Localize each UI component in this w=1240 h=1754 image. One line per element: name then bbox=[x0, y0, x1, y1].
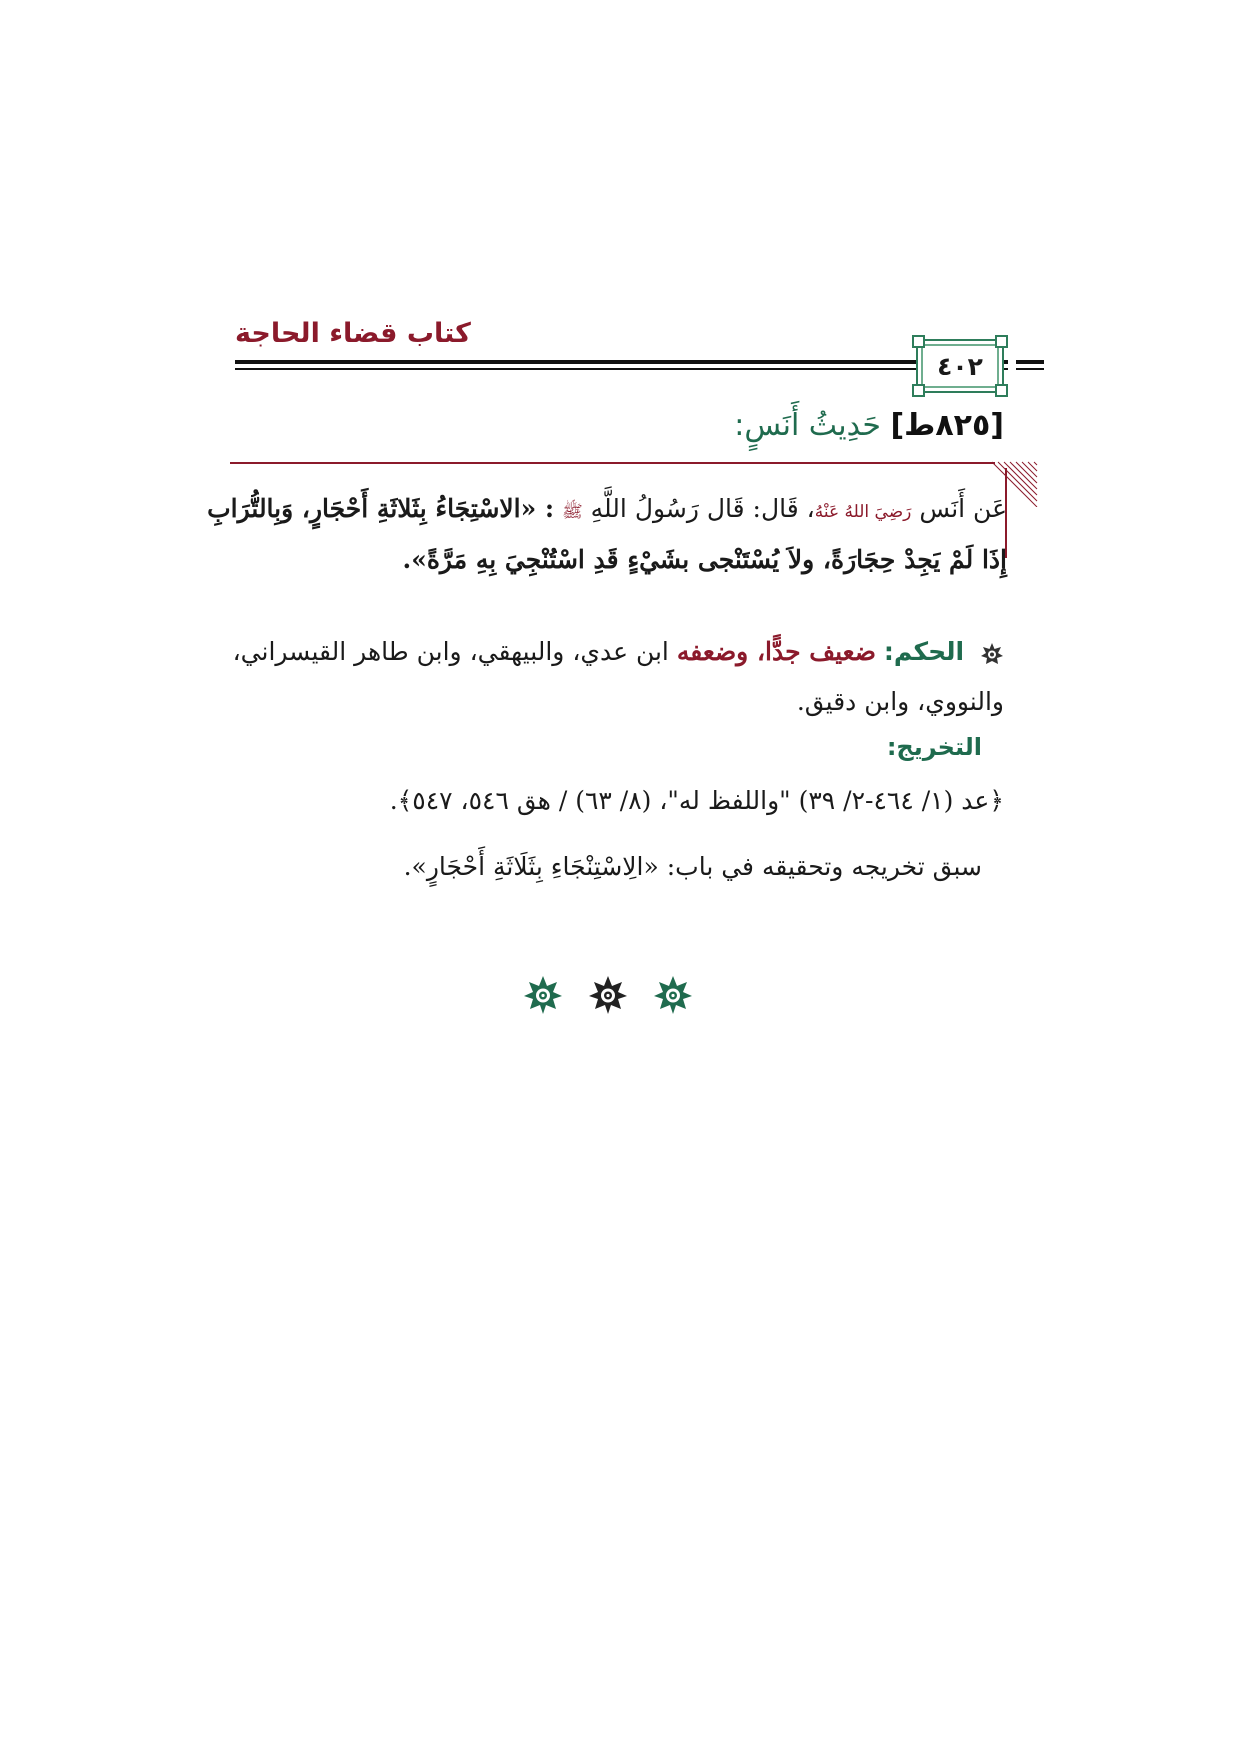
hadith-said: ، قَال: قَال رَسُولُ اللَّهِ bbox=[590, 494, 815, 523]
prophet-honorific: ﷺ bbox=[562, 502, 583, 522]
page-frame-icon bbox=[912, 384, 925, 397]
section-title bbox=[404, 408, 1004, 443]
book-title: كتاب قضاء الحاجة bbox=[235, 318, 471, 349]
hadith-intro: عَن أَنَس bbox=[919, 494, 1007, 523]
ornament-row bbox=[523, 975, 693, 1020]
header-rule-right bbox=[1016, 360, 1044, 372]
flower-bullet-icon bbox=[980, 642, 1004, 666]
section-number: [٨٢٥ط] bbox=[890, 408, 1004, 443]
section-heading: حَدِيثُ أَنَسٍ: bbox=[734, 408, 881, 443]
ornament-flower-icon bbox=[653, 975, 693, 1015]
page-number: ٤٠٢ bbox=[937, 351, 983, 381]
ornament-flower-icon bbox=[523, 975, 563, 1015]
ruling-verdict: ضعيف جدًّا، وضعفه bbox=[676, 637, 876, 666]
hadith-matn: : «الاسْتِجَاءُ بِثَلاثَةِ أَحْجَارٍ، وَبِالتُّرَابِ إِذَا لَمْ يَجِدْ حِجَارَةً، ولاَ يُسْتَنْجى بشَيْءٍ قَدِ اسْتُنْجِيَ بِهِ مَرَّةً». bbox=[207, 494, 1007, 574]
ruling-scholars: ابن عدي، والبيهقي، وابن طاهر القيسراني، والنووي، وابن دقيق. bbox=[232, 637, 1004, 716]
takhrij-previous: سبق تخريجه وتحقيقه في باب: «الِاسْتِنْجَاءِ بِثَلَاثَةِ أَحْجَارٍ». bbox=[403, 852, 982, 881]
page-frame-icon bbox=[995, 335, 1008, 348]
ornament-flower-icon bbox=[588, 975, 628, 1015]
page-number-frame bbox=[916, 339, 1004, 393]
takhrij-label: التخريج: bbox=[886, 733, 982, 761]
hadith-text bbox=[207, 485, 1007, 584]
ruling-label: الحكم: bbox=[883, 637, 965, 666]
page-frame-icon bbox=[995, 384, 1008, 397]
header-rule bbox=[235, 360, 1008, 372]
takhrij-reference: ﴿عد (١/ ٤٦٤-٢/ ٣٩) "واللفظ له"، (٨/ ٦٣) / هق ٥٤٦، ٥٤٧﴾. bbox=[389, 786, 1004, 815]
page-frame-icon bbox=[912, 335, 925, 348]
ruling bbox=[204, 627, 1004, 727]
companion-honorific: رَضِيَ اللهُ عَنْهُ bbox=[814, 502, 912, 522]
